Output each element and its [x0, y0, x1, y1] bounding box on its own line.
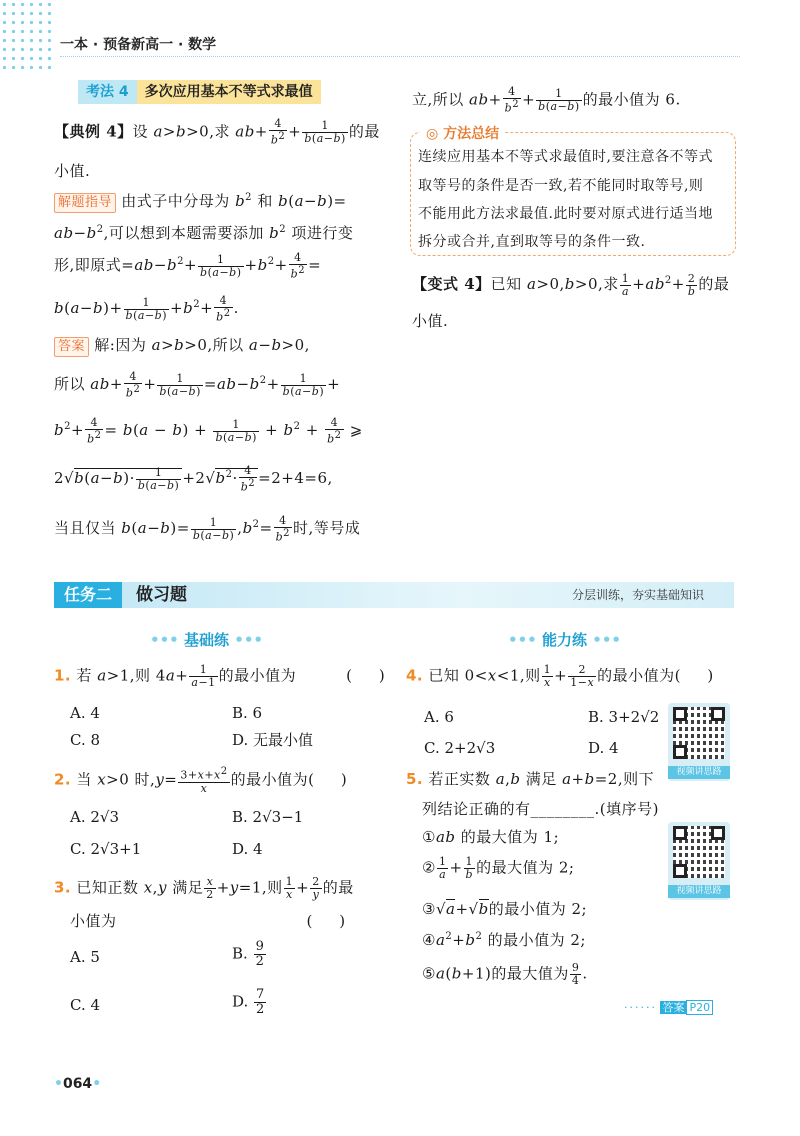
q1-option-c: C. 8	[70, 731, 101, 749]
q2-option-b: B. 2√3−1	[232, 808, 304, 826]
example-label: 【典例 4】	[54, 122, 133, 141]
summary-title-wrap	[420, 123, 505, 143]
answer-ref-label: 答案	[662, 1001, 685, 1014]
q2-option-d: D. 4	[232, 840, 263, 858]
q3-option-d: D. $\frac{7}{2}$	[232, 987, 265, 1017]
q1-option-a: A. 4	[70, 704, 100, 722]
qr-caption: 视频讲思路	[668, 885, 730, 898]
task-bar-subtitle: 分层训练，夯实基础知识	[572, 588, 705, 602]
summary-line: 取等号的条件是否一致,若不能同时取等号,则	[418, 178, 704, 194]
page-number: 064	[62, 1076, 93, 1092]
qr-eye	[673, 826, 687, 840]
q4-option-d: D. 4	[588, 739, 619, 757]
header-title: 一本 · 预备新高一 · 数学	[60, 37, 217, 53]
example-question: 【典例 4】设 a>b>0,求 ab+ $\frac{4}{b^2}$ + $\frac{1}{b(a-b)}$ 的最	[54, 117, 380, 147]
q3-option-c: C. 4	[70, 996, 101, 1014]
page-number-wrap: •064•	[54, 1076, 102, 1092]
task-bar-title: 做习题	[136, 585, 187, 605]
answer-line-4: 2√b(a−b)· $\frac{1}{b(a-b)}$ $+2√b^2\cdot$ $\frac{4}{b^2}$ =2+4=6,	[54, 463, 333, 494]
answer-label: 答案	[54, 337, 89, 357]
summary-line: 不能用此方法求最值.此时要对原式进行适当地	[418, 206, 713, 222]
answer-line-2: 所以 ab+ $\frac{4}{b^2}$ + $\frac{1}{b(a-b)}$ $=ab-b^2+$ $\frac{1}{b(a-b)}$ +	[54, 369, 341, 400]
answer-ref: ······ 答案 P20	[624, 1001, 713, 1015]
q1-option-b: B. 6	[232, 704, 263, 722]
answer-line-5: 当且仅当 b(a−b)= $\frac{1}{b(a-b)}$ $,b^2=$ $\frac{4}{b^2}$ 时,等号成	[54, 513, 361, 544]
q5-statement-1: ①ab 的最大值为 1;	[422, 828, 560, 846]
qr-eye	[673, 707, 687, 721]
summary-line: 连续应用基本不等式求最值时,要注意各不等式	[418, 149, 713, 165]
variant-question: 【变式 4】已知 a>0,b>0,求 $\frac{1}{a}$ $+ab^2+$ $\frac{2}{b}$ 的最	[412, 271, 730, 298]
q3-option-b: B. $\frac{9}{2}$	[232, 939, 264, 969]
header-dot-pattern	[0, 0, 52, 70]
hint-line-2: $ab-b^2$,可以想到本题需要添加 $b^2$ 项进行变	[54, 224, 354, 242]
answer-line-3: $b^2+$ $\frac{4}{b^2}$ = b(a − b) + $\frac{1}{b(a-b)}$ + $b^2$ + $\frac{4}{b^2}$ ⩾	[54, 415, 363, 446]
hint-label: 解题指导	[54, 193, 116, 213]
question-3: 3. 已知正数 x,y 满足 $\frac{x}{2}$ +y=1,则 $\frac{1}{x}$ + $\frac{2}{y}$ 的最	[54, 875, 354, 901]
advanced-title: 能力练	[542, 631, 588, 649]
q4-option-c: C. 2+2√3	[424, 739, 496, 757]
qr-eye	[673, 864, 687, 878]
advanced-heading: ••• 能力练 •••	[508, 631, 622, 649]
header-rule	[60, 56, 740, 57]
answer-ref-page: P20	[686, 1000, 713, 1015]
qr-eye	[711, 707, 725, 721]
qr-code-video-2[interactable]	[668, 822, 730, 900]
qr-eye	[673, 745, 687, 759]
variant-label: 【变式 4】	[412, 275, 491, 293]
hint-line-4: b(a−b)+ $\frac{1}{b(a-b)}$ $+b^2+$ $\frac{4}{b^2}$ .	[54, 293, 239, 324]
answer-line-1: 答案 解:因为 a>b>0,所以 a−b>0,	[54, 334, 310, 357]
q4-option-b: B. 3+2√2	[588, 708, 660, 726]
section-tag-title: 多次应用基本不等式求最值	[137, 80, 321, 104]
example-question-cont: 小值.	[54, 162, 91, 180]
q3-option-a: A. 5	[70, 948, 100, 966]
q2-option-a: A. 2√3	[70, 808, 120, 826]
qr-caption: 视频讲思路	[668, 766, 730, 779]
variant-question-cont: 小值.	[412, 312, 449, 330]
question-5-cont: 列结论正确的有________.(填序号)	[422, 800, 659, 818]
hint-line-1: 解题指导 由式子中分母为 $b^2$ 和 b(a−b)=	[54, 187, 347, 213]
answer-line-6: 立,所以 ab+ $\frac{4}{b^2}$ + $\frac{1}{b(a-b)}$ 的最小值为 6.	[412, 85, 681, 115]
summary-title: 方法总结	[443, 126, 500, 142]
q5-statement-5: ⑤a(b+1)的最大值为 $\frac{9}{4}$ .	[422, 961, 588, 987]
q5-statement-2: ② $\frac{1}{a}$ + $\frac{1}{b}$ 的最大值为 2;	[422, 855, 575, 881]
question-3-cont: 小值为 ( )	[70, 912, 346, 930]
q1-option-d: D. 无最小值	[232, 731, 314, 749]
section-tag-number: 考法 4	[78, 80, 137, 104]
q5-statement-4: $④a^2+b^2$ 的最小值为 2;	[422, 931, 586, 949]
q5-statement-3: ③√a+√b的最小值为 2;	[422, 900, 588, 918]
basic-heading: ••• 基础练 •••	[150, 631, 264, 649]
question-5: 5. 若正实数 a,b 满足 a+b=2,则下	[406, 770, 655, 788]
q2-option-c: C. 2√3+1	[70, 840, 142, 858]
qr-code-video-1[interactable]	[668, 703, 730, 781]
basic-title: 基础练	[184, 631, 230, 649]
summary-line: 拆分或合并,直到取等号的条件一致.	[418, 234, 646, 250]
lightbulb-icon: ◎	[426, 126, 439, 142]
section-tag	[78, 80, 321, 104]
question-2: 2. 当 x>0 时,y= $\frac{3+x+x^2}{x}$ 的最小值为( )	[54, 766, 348, 795]
qr-eye	[711, 826, 725, 840]
task-bar-tag: 任务二	[54, 582, 122, 608]
hint-line-3: 形,即原式$=ab-b^2+$ $\frac{1}{b(a-b)}$ $+b^2+$ $\frac{4}{b^2}$ =	[54, 250, 322, 281]
question-1: 1. 若 a>1,则 4a+ $\frac{1}{a-1}$ 的最小值为 ( )	[54, 663, 386, 689]
q4-option-a: A. 6	[424, 708, 454, 726]
question-4: 4. 已知 0<x<1,则 $\frac{1}{x}$ + $\frac{2}{1-x}$ 的最小值为( )	[406, 663, 714, 689]
